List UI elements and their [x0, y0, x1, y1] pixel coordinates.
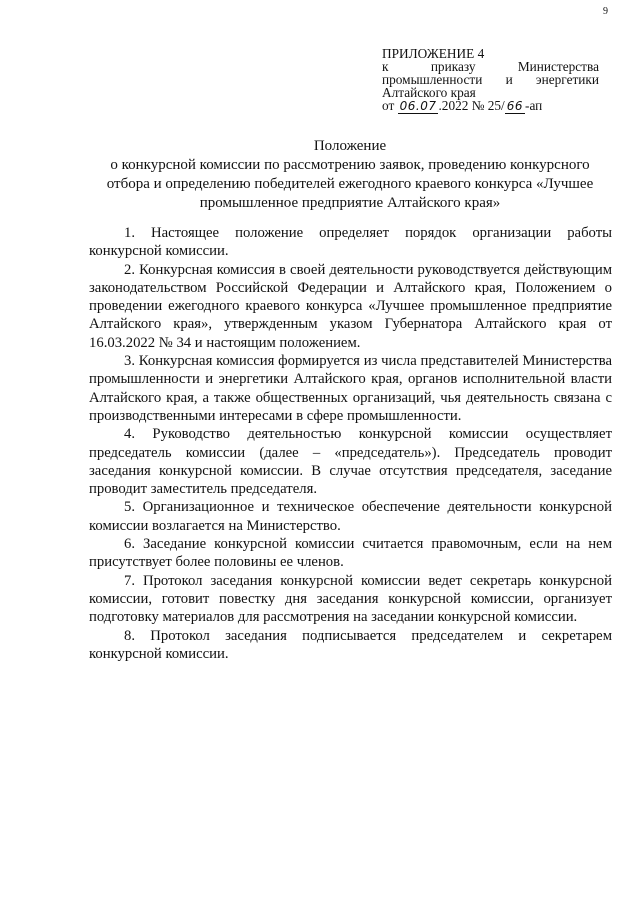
page-number: 9 — [603, 6, 608, 17]
order-prefix: от — [382, 98, 395, 113]
appendix-line-1: к приказу Министерства — [382, 59, 599, 74]
document-body — [89, 224, 612, 663]
title-line-4: промышленное предприятие Алтайского края» — [199, 195, 501, 211]
order-reference — [382, 99, 599, 113]
appendix-line-2: промышленности и энергетики — [382, 72, 599, 87]
title-line-2: о конкурсной комиссии по рассмотрению заявок, проведению конкурсного — [110, 157, 590, 173]
order-date-handwritten: 06.07 — [399, 99, 437, 113]
paragraph-2: 2. Конкурсная комиссия в своей деятельности руководствуется действующим законодательством Российской Федерации и Алтайского края, Положением о проведении ежегодного краевого конкурса «Лучшее промышленное предприятие Алтайского края», утвержденным указом Губернатора Алтайского края от 16.03.2022 № 34 и настоящим положением. — [89, 261, 612, 351]
paragraph-5: 5. Организационное и техническое обеспечение деятельности конкурсной комиссии возлагается на Министерство. — [89, 499, 612, 534]
paragraph-6: 6. Заседание конкурсной комиссии считается правомочным, если на нем присутствует более половины ее членов. — [89, 536, 612, 571]
appendix-block — [382, 47, 599, 113]
order-number-handwritten: 66 — [506, 99, 524, 113]
order-year: .2022 № — [438, 98, 485, 113]
paragraph-7: 7. Протокол заседания конкурсной комиссии ведет секретарь конкурсной комиссии, готовит повестку дня заседания конкурсной комиссии, организует подготовку материалов для рассмотрения на заседании конкурсной комиссии. — [89, 572, 612, 626]
paragraph-4: 4. Руководство деятельностью конкурсной комиссии осуществляет председатель комиссии (далее – «председатель»). Председатель проводит заседания конкурсной комиссии. В случае отсутствия председателя, заседание проводит заместитель председателя. — [89, 426, 612, 498]
paragraph-3: 3. Конкурсная комиссия формируется из числа представителей Министерства промышленности и энергетики Алтайского края, органов исполнительной власти Алтайского края, а также общественных организаций, чья деятельность связана с производственными интересами в сфере промышленности. — [89, 353, 612, 424]
title-line-1: Положение — [313, 138, 387, 154]
appendix-heading: ПРИЛОЖЕНИЕ 4 — [382, 46, 485, 61]
paragraph-1: 1. Настоящее положение определяет порядок организации работы конкурсной комиссии. — [89, 225, 612, 260]
paragraph-8: 8. Протокол заседания подписывается председателем и секретарем конкурсной комиссии. — [89, 627, 612, 662]
document-title — [88, 137, 612, 213]
appendix-line-3: Алтайского края — [382, 85, 476, 100]
order-suffix: -ап — [525, 98, 543, 113]
title-line-3: отбора и определению победителей ежегодного краевого конкурса «Лучшее — [106, 176, 594, 192]
order-number-printed: 25/ — [487, 98, 505, 113]
